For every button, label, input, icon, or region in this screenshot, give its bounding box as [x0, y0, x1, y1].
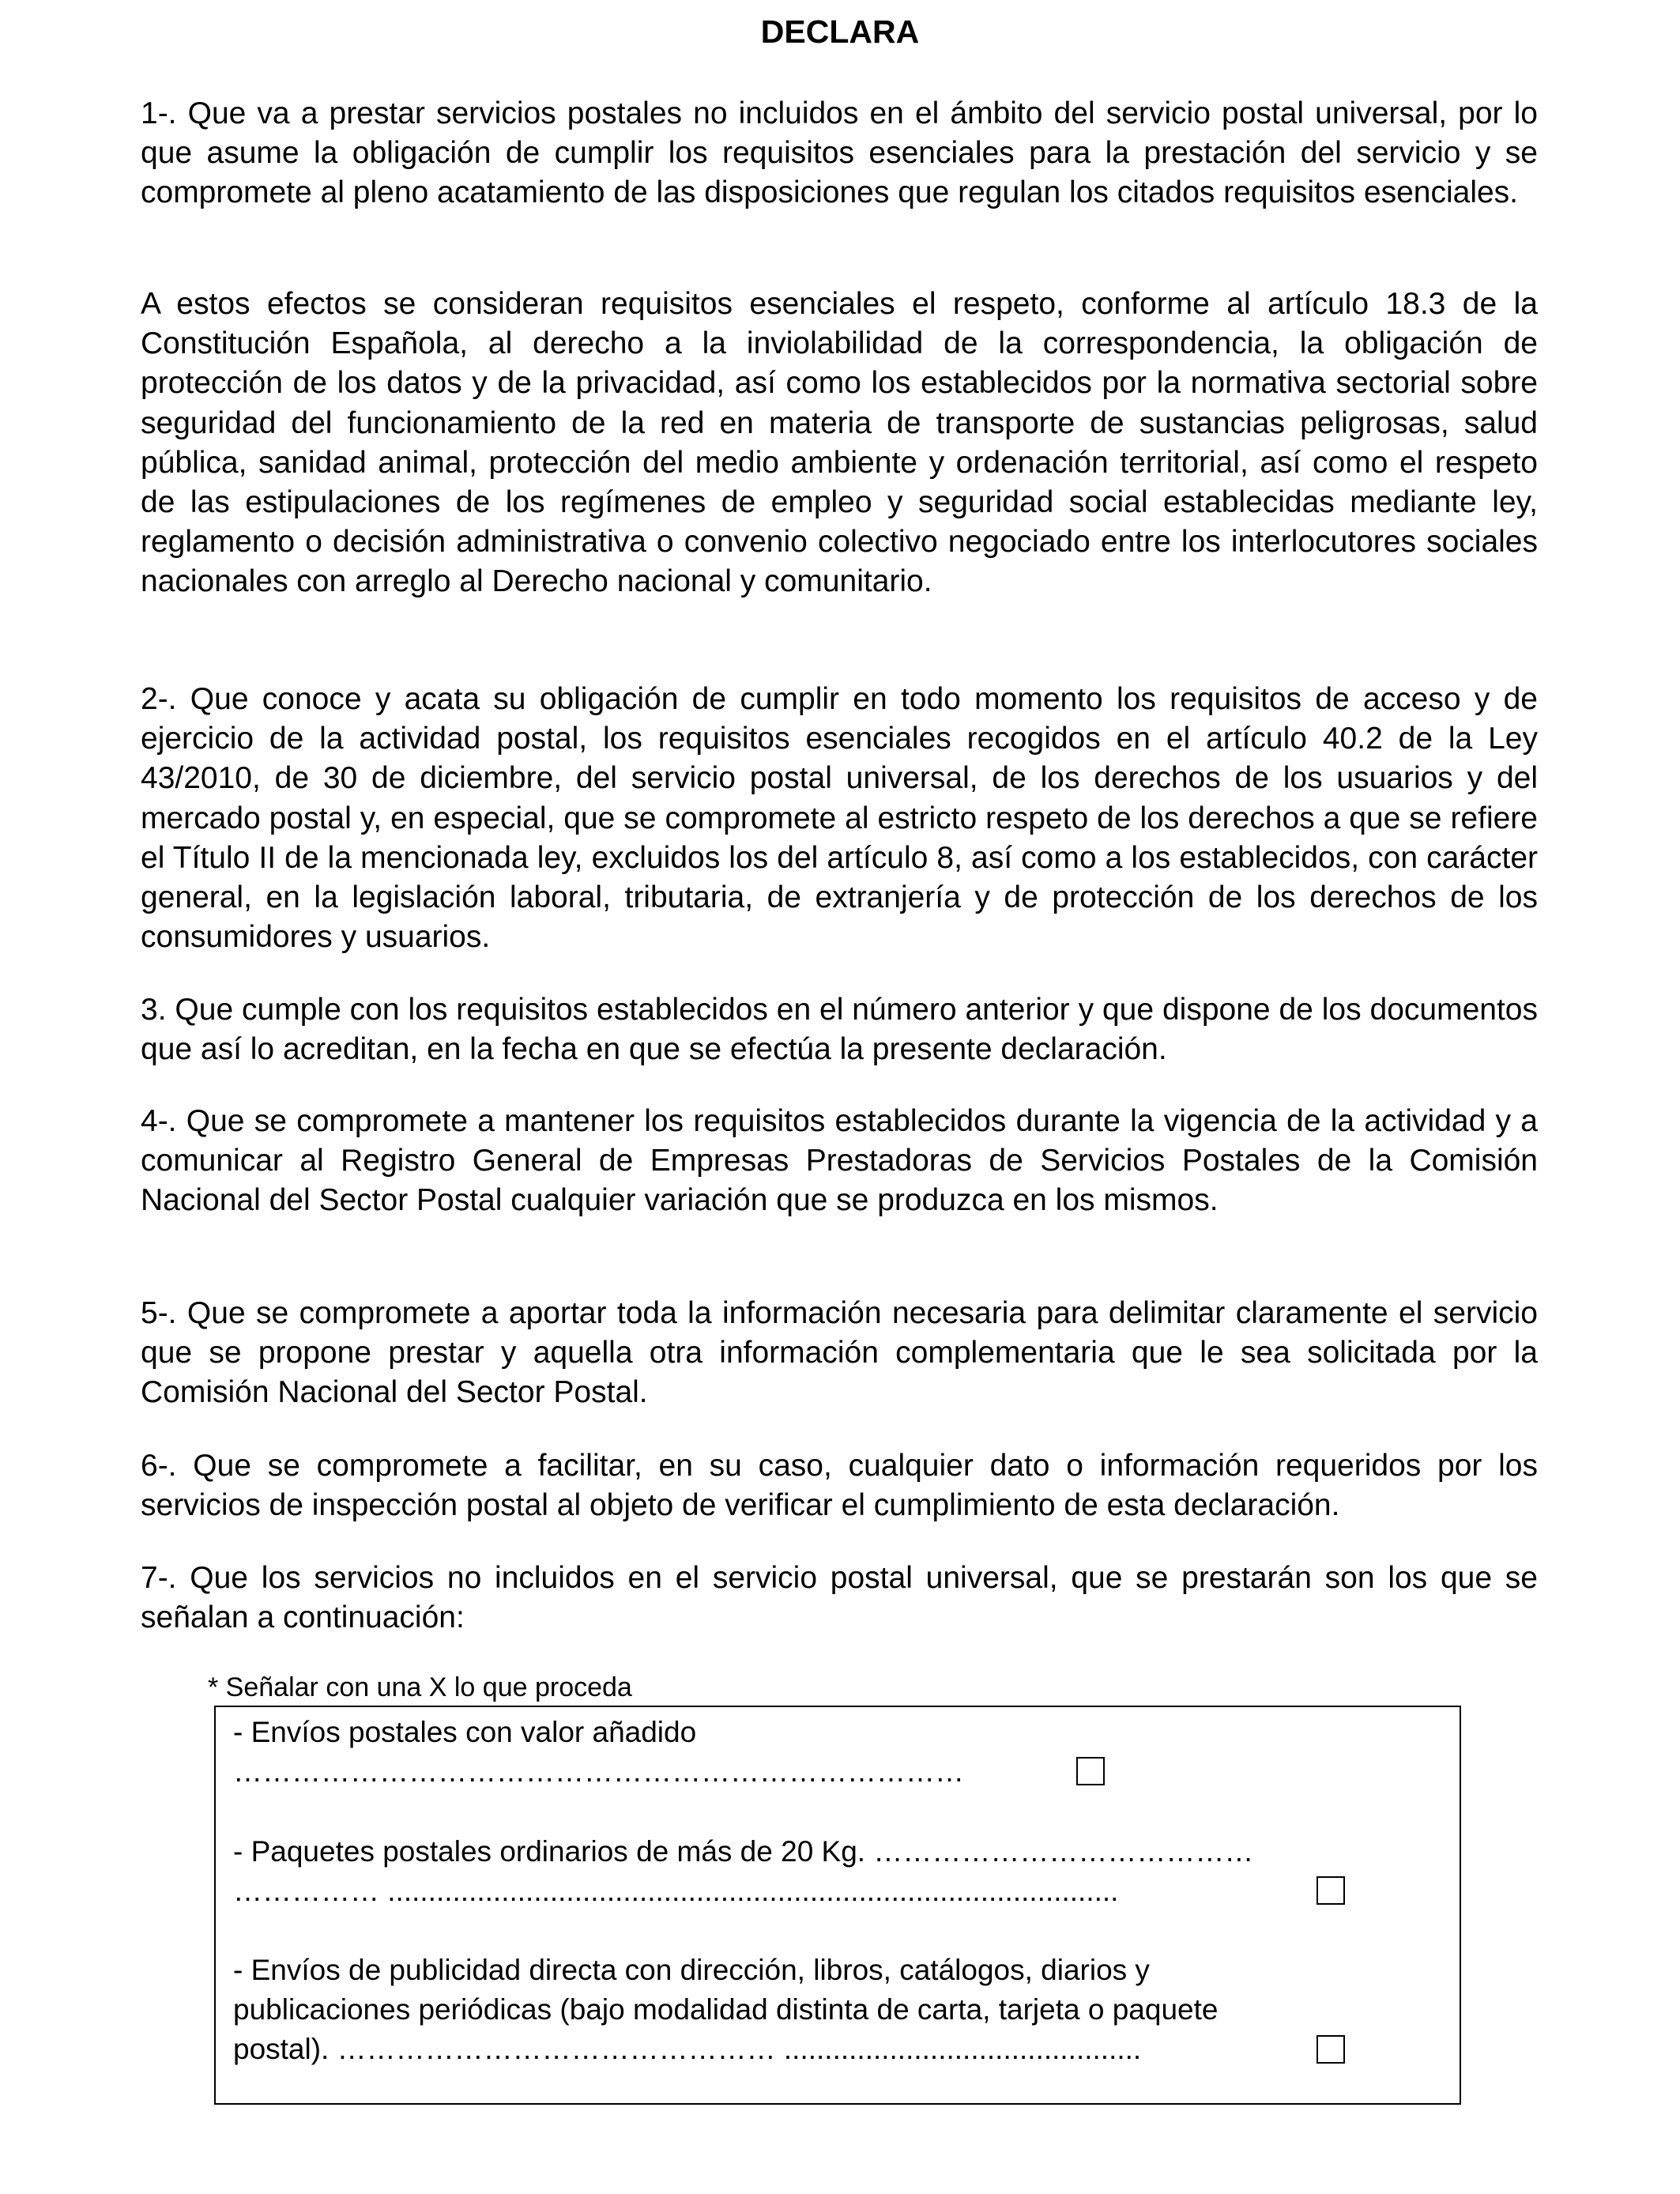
paragraph-7: 7-. Que los servicios no incluidos en el servicio postal universal, que se prestarán son los que se señalan a continuación:	[141, 1561, 1538, 1635]
paragraph-6: 6-. Que se compromete a facilitar, en su caso, cualquier dato o información requeridos por los servicios de inspección postal al objeto de verificar el cumplimiento de esta declaración.	[141, 1449, 1538, 1523]
checkbox-direct-advertising[interactable]	[1317, 2035, 1345, 2064]
paragraph-1-detail: A estos efectos se consideran requisitos esenciales el respeto, conforme al artículo 18.3 de la Constitución Española, al derecho a la inviolabilidad de la correspondencia, la obligación de protección de los datos y de la privacidad, así como los establecidos por la normativa sectorial sobre seguridad del funcionamiento de la red en materia de transporte de sustancias peligrosas, salud pública, sanidad animal, protección del medio ambiente y ordenación territorial, así como el respeto de las estipulaciones de los regímenes de empleo y seguridad social establecidas mediante ley, reglamento o decisión administrativa o convenio colectivo negociado entre los interlocutores sociales nacionales con arreglo al Derecho nacional y comunitario.	[141, 287, 1538, 599]
option-dots: postal). ……………………………………… ............................................	[233, 2033, 1142, 2065]
checkbox-value-added[interactable]	[1076, 1757, 1105, 1785]
option-dots: …………………………………………………………………	[233, 1755, 964, 1788]
option-label: - Envíos de publicidad directa con dirección, libros, catálogos, diarios y	[233, 1954, 1150, 1986]
option-dots: …………… ..........................................................................................	[233, 1875, 1119, 1907]
option-direct-advertising	[233, 1951, 1387, 2069]
option-parcels-20kg	[233, 1832, 1387, 1911]
option-label-continued: publicaciones periódicas (bajo modalidad distinta de carta, tarjeta o paquete	[233, 1993, 1219, 2026]
paragraph-5: 5-. Que se compromete a aportar toda la información necesaria para delimitar claramente el servicio que se propone prestar y aquella otra información complementaria que le sea solicitada por la Comisión Nacional del Sector Postal.	[141, 1296, 1538, 1410]
checkbox-parcels-20kg[interactable]	[1317, 1876, 1345, 1905]
paragraph-1: 1-. Que va a prestar servicios postales no incluidos en el ámbito del servicio postal universal, por lo que asume la obligación de cumplir los requisitos esenciales para la prestación del servicio y se compromete al pleno acatamiento de las disposiciones que regulan los citados requisitos esenciales.	[141, 96, 1538, 210]
option-label: - Paquetes postales ordinarios de más de 20 Kg. …………………………………	[233, 1835, 1254, 1868]
selection-note: * Señalar con una X lo que proceda	[208, 1672, 632, 1702]
option-label: - Envíos postales con valor añadido	[233, 1716, 697, 1748]
paragraph-3: 3. Que cumple con los requisitos establecidos en el número anterior y que dispone de los documentos que así lo acreditan, en la fecha en que se efectúa la presente declaración.	[141, 993, 1538, 1067]
paragraph-4: 4-. Que se compromete a mantener los requisitos establecidos durante la vigencia de la actividad y a comunicar al Registro General de Empresas Prestadoras de Servicios Postales de la Comisión Nacional del Sector Postal cualquier variación que se produzca en los mismos.	[141, 1104, 1538, 1218]
paragraph-2: 2-. Que conoce y acata su obligación de cumplir en todo momento los requisitos de acceso y de ejercicio de la actividad postal, los requisitos esenciales recogidos en el artículo 40.2 de la Ley 43/2010, de 30 de diciembre, del servicio postal universal, de los derechos de los usuarios y del mercado postal y, en especial, que se compromete al estricto respeto de los derechos a que se refiere el Título II de la mencionada ley, excluidos los del artículo 8, así como a los establecidos, con carácter general, en la legislación laboral, tributaria, de extranjería y de protección de los derechos de los consumidores y usuarios.	[141, 682, 1538, 955]
page-title: DECLARA	[760, 13, 920, 50]
option-value-added	[233, 1713, 1387, 1792]
